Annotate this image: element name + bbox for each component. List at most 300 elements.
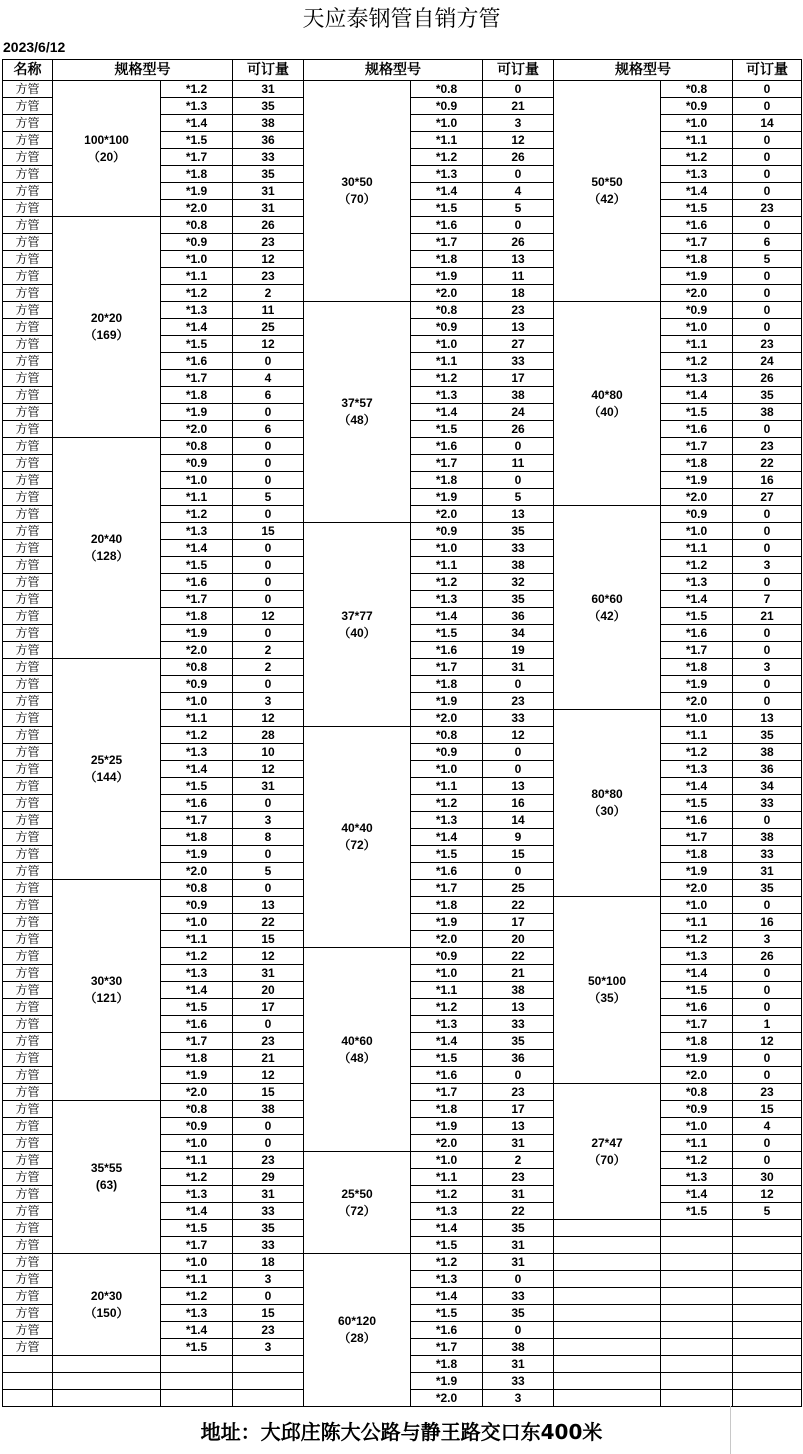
thickness-cell: *1.7: [161, 812, 233, 829]
blank-cell: [3, 1356, 53, 1373]
blank-cell: [733, 1271, 802, 1288]
size-group-cell: [554, 897, 661, 1084]
quantity-cell: 0: [233, 676, 304, 693]
thickness-cell: *1.5: [411, 1305, 483, 1322]
product-name-cell: 方管: [3, 115, 53, 132]
blank-cell: [554, 1373, 661, 1390]
thickness-cell: *1.7: [161, 149, 233, 166]
thickness-cell: *1.8: [161, 166, 233, 183]
product-name-cell: 方管: [3, 1339, 53, 1356]
thickness-cell: *1.5: [661, 608, 733, 625]
size-label: 25*50: [341, 1186, 373, 1201]
product-name-cell: 方管: [3, 149, 53, 166]
blank-cell: [661, 1305, 733, 1322]
thickness-cell: *1.2: [161, 285, 233, 302]
blank-cell: [733, 1305, 802, 1322]
thickness-cell: *1.4: [411, 608, 483, 625]
thickness-cell: *1.2: [161, 506, 233, 523]
quantity-cell: 8: [233, 829, 304, 846]
size-total: （128）: [84, 549, 129, 563]
size-total: （48）: [338, 1050, 376, 1065]
quantity-cell: 36: [483, 1050, 554, 1067]
thickness-cell: *0.9: [161, 455, 233, 472]
thickness-cell: *1.1: [411, 132, 483, 149]
quantity-cell: 0: [233, 591, 304, 608]
quantity-cell: 12: [233, 710, 304, 727]
quantity-cell: 31: [733, 863, 802, 880]
quantity-cell: 27: [733, 489, 802, 506]
product-name-cell: 方管: [3, 778, 53, 795]
quantity-cell: 35: [483, 1220, 554, 1237]
quantity-cell: 35: [483, 1305, 554, 1322]
product-name-cell: 方管: [3, 965, 53, 982]
thickness-cell: *0.8: [161, 217, 233, 234]
product-name-cell: 方管: [3, 727, 53, 744]
quantity-cell: 15: [233, 1084, 304, 1101]
thickness-cell: *1.3: [661, 948, 733, 965]
thickness-cell: *1.8: [161, 1050, 233, 1067]
quantity-cell: 4: [233, 370, 304, 387]
quantity-cell: 12: [733, 1033, 802, 1050]
thickness-cell: *2.0: [661, 489, 733, 506]
thickness-cell: *0.8: [411, 81, 483, 98]
thickness-cell: *1.3: [661, 370, 733, 387]
quantity-cell: 5: [233, 863, 304, 880]
thickness-cell: *1.3: [411, 1271, 483, 1288]
product-name-cell: 方管: [3, 761, 53, 778]
product-name-cell: 方管: [3, 591, 53, 608]
blank-cell: [661, 1220, 733, 1237]
thickness-cell: *1.5: [411, 846, 483, 863]
thickness-cell: *1.0: [411, 336, 483, 353]
product-name-cell: 方管: [3, 846, 53, 863]
thickness-cell: *1.2: [161, 1288, 233, 1305]
quantity-cell: 20: [483, 931, 554, 948]
quantity-cell: 12: [233, 336, 304, 353]
size-group-cell: [304, 523, 411, 727]
quantity-cell: 0: [733, 1067, 802, 1084]
quantity-cell: 13: [733, 710, 802, 727]
thickness-cell: *1.3: [161, 523, 233, 540]
quantity-cell: 23: [233, 1033, 304, 1050]
product-name-cell: 方管: [3, 1033, 53, 1050]
size-label: 30*30: [90, 974, 123, 988]
quantity-cell: 0: [483, 1322, 554, 1339]
thickness-cell: *1.1: [161, 268, 233, 285]
blank-cell: [3, 1373, 53, 1390]
quantity-cell: 2: [483, 1152, 554, 1169]
size-group-cell: [554, 1084, 661, 1220]
product-name-cell: 方管: [3, 421, 53, 438]
thickness-cell: *1.4: [661, 591, 733, 608]
thickness-cell: *1.4: [161, 1203, 233, 1220]
quantity-cell: 35: [233, 98, 304, 115]
quantity-cell: 2: [233, 659, 304, 676]
quantity-cell: 26: [733, 370, 802, 387]
product-name-cell: 方管: [3, 999, 53, 1016]
product-name-cell: 方管: [3, 455, 53, 472]
thickness-cell: *1.2: [411, 795, 483, 812]
size-label: 27*47: [591, 1135, 623, 1150]
thickness-cell: *1.8: [411, 897, 483, 914]
size-label: 40*80: [591, 387, 623, 402]
quantity-cell: 38: [233, 115, 304, 132]
thickness-cell: *1.0: [661, 115, 733, 132]
blank-cell: [661, 1237, 733, 1254]
size-label: 20*30: [90, 1288, 123, 1303]
product-name-cell: 方管: [3, 1186, 53, 1203]
header-name: 名称: [3, 60, 53, 81]
quantity-cell: 21: [233, 1050, 304, 1067]
quantity-cell: 0: [483, 438, 554, 455]
quantity-cell: 38: [483, 1339, 554, 1356]
thickness-cell: *1.8: [661, 659, 733, 676]
product-name-cell: 方管: [3, 625, 53, 642]
thickness-cell: *1.0: [161, 472, 233, 489]
blank-cell: [733, 1339, 802, 1356]
thickness-cell: *1.9: [411, 489, 483, 506]
thickness-cell: *1.3: [661, 166, 733, 183]
thickness-cell: *0.8: [411, 727, 483, 744]
quantity-cell: 34: [733, 778, 802, 795]
thickness-cell: *1.2: [411, 999, 483, 1016]
quantity-cell: 33: [733, 846, 802, 863]
product-name-cell: 方管: [3, 472, 53, 489]
quantity-cell: 33: [483, 540, 554, 557]
blank-cell: [161, 1356, 233, 1373]
quantity-cell: 0: [483, 472, 554, 489]
header-qty-2: 可订量: [483, 60, 554, 81]
size-group-cell: [304, 302, 411, 523]
thickness-cell: *1.1: [661, 914, 733, 931]
thickness-cell: *0.8: [661, 81, 733, 98]
quantity-cell: 5: [483, 200, 554, 217]
thickness-cell: *1.1: [411, 1169, 483, 1186]
product-name-cell: 方管: [3, 1203, 53, 1220]
product-name-cell: 方管: [3, 710, 53, 727]
blank-cell: [661, 1339, 733, 1356]
thickness-cell: *1.8: [411, 251, 483, 268]
thickness-cell: *1.4: [411, 1220, 483, 1237]
quantity-cell: 0: [233, 506, 304, 523]
quantity-cell: 23: [483, 693, 554, 710]
quantity-cell: 12: [483, 727, 554, 744]
thickness-cell: *1.4: [411, 829, 483, 846]
thickness-cell: *0.9: [411, 319, 483, 336]
thickness-cell: *1.1: [411, 982, 483, 999]
quantity-cell: 26: [483, 421, 554, 438]
thickness-cell: *1.5: [161, 1220, 233, 1237]
quantity-cell: 38: [733, 404, 802, 421]
thickness-cell: *2.0: [661, 880, 733, 897]
quantity-cell: 21: [483, 965, 554, 982]
quantity-cell: 13: [483, 1118, 554, 1135]
header-qty-3: 可订量: [733, 60, 802, 81]
quantity-cell: 0: [233, 455, 304, 472]
date-label: 2023/6/12: [3, 39, 66, 55]
quantity-cell: 13: [483, 999, 554, 1016]
size-group-cell: [304, 1152, 411, 1254]
thickness-cell: *1.1: [661, 132, 733, 149]
quantity-cell: 33: [233, 1237, 304, 1254]
stock-table-body: [3, 60, 802, 1407]
quantity-cell: 31: [233, 778, 304, 795]
product-name-cell: 方管: [3, 1288, 53, 1305]
thickness-cell: *1.7: [661, 642, 733, 659]
thickness-cell: *1.9: [411, 693, 483, 710]
thickness-cell: *1.4: [661, 1186, 733, 1203]
thickness-cell: *1.2: [161, 727, 233, 744]
quantity-cell: 14: [483, 812, 554, 829]
quantity-cell: 0: [733, 574, 802, 591]
thickness-cell: *1.0: [661, 319, 733, 336]
page-title: 天应泰钢管自销方管: [302, 7, 501, 32]
blank-cell: [3, 1390, 53, 1407]
size-label: 50*50: [591, 175, 623, 189]
thickness-cell: *1.8: [161, 829, 233, 846]
thickness-cell: *1.5: [411, 421, 483, 438]
thickness-cell: *1.8: [411, 1356, 483, 1373]
quantity-cell: 0: [733, 285, 802, 302]
quantity-cell: 22: [483, 1203, 554, 1220]
thickness-cell: *1.8: [661, 455, 733, 472]
quantity-cell: 0: [733, 999, 802, 1016]
size-total: （40）: [338, 625, 376, 640]
thickness-cell: *0.9: [411, 98, 483, 115]
thickness-cell: *1.2: [661, 149, 733, 166]
product-name-cell: 方管: [3, 523, 53, 540]
product-name-cell: 方管: [3, 1254, 53, 1271]
product-name-cell: 方管: [3, 1016, 53, 1033]
quantity-cell: 0: [483, 166, 554, 183]
thickness-cell: *1.7: [411, 234, 483, 251]
product-name-cell: 方管: [3, 302, 53, 319]
quantity-cell: 3: [733, 659, 802, 676]
thickness-cell: *1.0: [411, 115, 483, 132]
quantity-cell: 9: [483, 829, 554, 846]
thickness-cell: *0.9: [411, 744, 483, 761]
header-spec-1: 规格型号: [53, 60, 233, 81]
quantity-cell: 0: [733, 81, 802, 98]
blank-cell: [53, 1373, 161, 1390]
product-name-cell: 方管: [3, 795, 53, 812]
quantity-cell: 0: [233, 574, 304, 591]
size-total: （144）: [84, 770, 129, 784]
quantity-cell: 33: [483, 710, 554, 727]
size-label: 37*77: [341, 608, 373, 623]
thickness-cell: *1.1: [661, 727, 733, 744]
thickness-cell: *1.2: [161, 81, 233, 98]
thickness-cell: *1.3: [661, 1169, 733, 1186]
thickness-cell: *1.5: [161, 336, 233, 353]
quantity-cell: 17: [483, 914, 554, 931]
quantity-cell: 33: [233, 1203, 304, 1220]
thickness-cell: *1.6: [161, 1016, 233, 1033]
quantity-cell: 16: [733, 914, 802, 931]
thickness-cell: *1.4: [661, 965, 733, 982]
blank-cell: [733, 1356, 802, 1373]
thickness-cell: *1.5: [411, 200, 483, 217]
quantity-cell: 35: [483, 523, 554, 540]
thickness-cell: *1.6: [661, 625, 733, 642]
thickness-cell: *1.6: [411, 217, 483, 234]
product-name-cell: 方管: [3, 183, 53, 200]
header-spec-3: 规格型号: [554, 60, 733, 81]
product-name-cell: 方管: [3, 387, 53, 404]
thickness-cell: *1.6: [661, 812, 733, 829]
quantity-cell: 35: [233, 166, 304, 183]
quantity-cell: 15: [733, 1101, 802, 1118]
thickness-cell: *1.6: [411, 1322, 483, 1339]
blank-cell: [661, 1254, 733, 1271]
thickness-cell: *0.9: [161, 897, 233, 914]
quantity-cell: 5: [733, 251, 802, 268]
thickness-cell: *1.2: [661, 353, 733, 370]
thickness-cell: *2.0: [661, 285, 733, 302]
thickness-cell: *1.9: [661, 472, 733, 489]
thickness-cell: *1.7: [161, 1237, 233, 1254]
quantity-cell: 23: [733, 438, 802, 455]
quantity-cell: 0: [733, 625, 802, 642]
blank-cell: [53, 1390, 161, 1407]
quantity-cell: 3: [733, 931, 802, 948]
thickness-cell: *1.5: [661, 795, 733, 812]
blank-cell: [554, 1254, 661, 1271]
blank-cell: [554, 1356, 661, 1373]
size-total: （28）: [338, 1331, 376, 1345]
thickness-cell: *1.4: [661, 778, 733, 795]
thickness-cell: *1.0: [161, 1254, 233, 1271]
thickness-cell: *1.2: [161, 948, 233, 965]
quantity-cell: 17: [483, 1101, 554, 1118]
table-row: [3, 81, 802, 98]
quantity-cell: 3: [483, 1390, 554, 1407]
product-name-cell: 方管: [3, 1135, 53, 1152]
stock-table: [2, 59, 802, 1407]
thickness-cell: *1.4: [161, 540, 233, 557]
quantity-cell: 0: [233, 540, 304, 557]
thickness-cell: *2.0: [411, 710, 483, 727]
quantity-cell: 15: [483, 846, 554, 863]
thickness-cell: *1.1: [161, 931, 233, 948]
thickness-cell: *1.0: [661, 1118, 733, 1135]
thickness-cell: *0.8: [161, 438, 233, 455]
quantity-cell: 38: [483, 982, 554, 999]
thickness-cell: *1.4: [411, 1288, 483, 1305]
product-name-cell: 方管: [3, 166, 53, 183]
thickness-cell: *1.7: [161, 591, 233, 608]
thickness-cell: *1.7: [411, 455, 483, 472]
quantity-cell: 15: [233, 931, 304, 948]
size-group-cell: [554, 302, 661, 506]
thickness-cell: *1.9: [161, 183, 233, 200]
quantity-cell: 26: [483, 234, 554, 251]
thickness-cell: *1.7: [661, 829, 733, 846]
product-name-cell: 方管: [3, 608, 53, 625]
thickness-cell: *1.0: [161, 251, 233, 268]
size-group-cell: [53, 659, 161, 880]
blank-cell: [233, 1356, 304, 1373]
quantity-cell: 38: [733, 829, 802, 846]
blank-cell: [554, 1390, 661, 1407]
thickness-cell: *1.4: [161, 761, 233, 778]
thickness-cell: *1.6: [161, 795, 233, 812]
quantity-cell: 12: [733, 1186, 802, 1203]
thickness-cell: *1.8: [411, 1101, 483, 1118]
size-group-cell: [53, 1101, 161, 1254]
quantity-cell: 23: [233, 234, 304, 251]
thickness-cell: *1.3: [161, 302, 233, 319]
size-label: 80*80: [591, 787, 623, 801]
size-total: （30）: [588, 804, 626, 818]
quantity-cell: 13: [483, 319, 554, 336]
blank-cell: [554, 1220, 661, 1237]
thickness-cell: *1.4: [161, 982, 233, 999]
quantity-cell: 16: [733, 472, 802, 489]
product-name-cell: 方管: [3, 438, 53, 455]
thickness-cell: *1.3: [411, 1203, 483, 1220]
quantity-cell: 26: [233, 217, 304, 234]
thickness-cell: *1.1: [161, 1152, 233, 1169]
blank-cell: [554, 1271, 661, 1288]
blank-cell: [53, 1356, 161, 1373]
blank-cell: [661, 1271, 733, 1288]
quantity-cell: 0: [483, 217, 554, 234]
quantity-cell: 0: [483, 676, 554, 693]
thickness-cell: *1.4: [661, 387, 733, 404]
quantity-cell: 17: [483, 370, 554, 387]
thickness-cell: *1.3: [161, 1305, 233, 1322]
quantity-cell: 25: [483, 880, 554, 897]
thickness-cell: *1.9: [411, 268, 483, 285]
thickness-cell: *1.3: [161, 744, 233, 761]
size-label: 25*25: [90, 753, 123, 767]
quantity-cell: 35: [483, 1033, 554, 1050]
quantity-cell: 35: [733, 880, 802, 897]
thickness-cell: *2.0: [661, 1067, 733, 1084]
quantity-cell: 3: [733, 557, 802, 574]
blank-cell: [733, 1373, 802, 1390]
quantity-cell: 0: [483, 1271, 554, 1288]
product-name-cell: 方管: [3, 1237, 53, 1254]
quantity-cell: 0: [733, 217, 802, 234]
quantity-cell: 22: [483, 897, 554, 914]
quantity-cell: 0: [733, 166, 802, 183]
quantity-cell: 0: [733, 302, 802, 319]
thickness-cell: *0.9: [161, 676, 233, 693]
quantity-cell: 33: [483, 1016, 554, 1033]
quantity-cell: 0: [233, 1118, 304, 1135]
quantity-cell: 38: [483, 557, 554, 574]
blank-cell: [733, 1390, 802, 1407]
quantity-cell: 35: [733, 727, 802, 744]
thickness-cell: *1.8: [161, 608, 233, 625]
quantity-cell: 26: [483, 149, 554, 166]
size-group-cell: [554, 81, 661, 302]
quantity-cell: 23: [483, 1169, 554, 1186]
size-total: （72）: [338, 1203, 376, 1218]
quantity-cell: 1: [733, 1016, 802, 1033]
quantity-cell: 0: [733, 897, 802, 914]
product-name-cell: 方管: [3, 1169, 53, 1186]
thickness-cell: *1.1: [161, 710, 233, 727]
quantity-cell: 5: [233, 489, 304, 506]
blank-cell: [233, 1373, 304, 1390]
quantity-cell: 31: [483, 1135, 554, 1152]
quantity-cell: 31: [483, 1254, 554, 1271]
quantity-cell: 0: [233, 472, 304, 489]
thickness-cell: *1.9: [411, 1118, 483, 1135]
